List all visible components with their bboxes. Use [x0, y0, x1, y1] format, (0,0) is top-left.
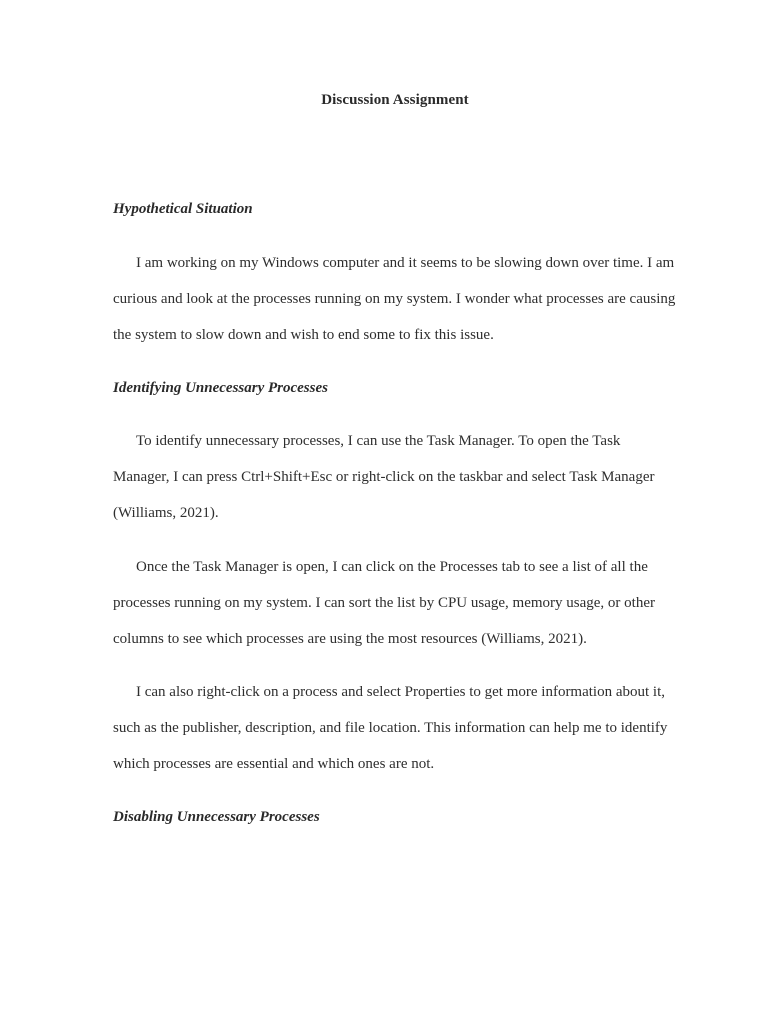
paragraph-line: columns to see which processes are using the most resources (Williams, 2021).	[113, 631, 587, 647]
paragraph-line: processes running on my system. I can sort the list by CPU usage, memory usage, or other	[113, 595, 655, 611]
paragraph-line: I can also right-click on a process and select Properties to get more information about it,	[136, 684, 666, 700]
paragraph-line: curious and look at the processes running on my system. I wonder what processes are causing	[113, 291, 676, 307]
paragraph-line: Once the Task Manager is open, I can click on the Processes tab to see a list of all the	[136, 559, 648, 575]
paragraph-line: (Williams, 2021).	[113, 505, 219, 521]
document-title: Discussion Assignment	[321, 92, 469, 108]
paragraph-line: Manager, I can press Ctrl+Shift+Esc or right-click on the taskbar and select Task Manager	[113, 469, 655, 485]
paragraph-line: I am working on my Windows computer and it seems to be slowing down over time. I am	[136, 255, 675, 271]
section-heading-identifying-unnecessary-processes: Identifying Unnecessary Processes	[113, 380, 328, 396]
section-heading-hypothetical-situation: Hypothetical Situation	[113, 201, 253, 217]
paragraph-line: To identify unnecessary processes, I can use the Task Manager. To open the Task	[136, 433, 621, 449]
paragraph-line: the system to slow down and wish to end some to fix this issue.	[113, 327, 494, 343]
paragraph-line: which processes are essential and which ones are not.	[113, 756, 435, 772]
section-heading-disabling-unnecessary-processes: Disabling Unnecessary Processes	[113, 809, 320, 825]
paragraph-line: such as the publisher, description, and file location. This information can help me to identify	[113, 720, 668, 736]
